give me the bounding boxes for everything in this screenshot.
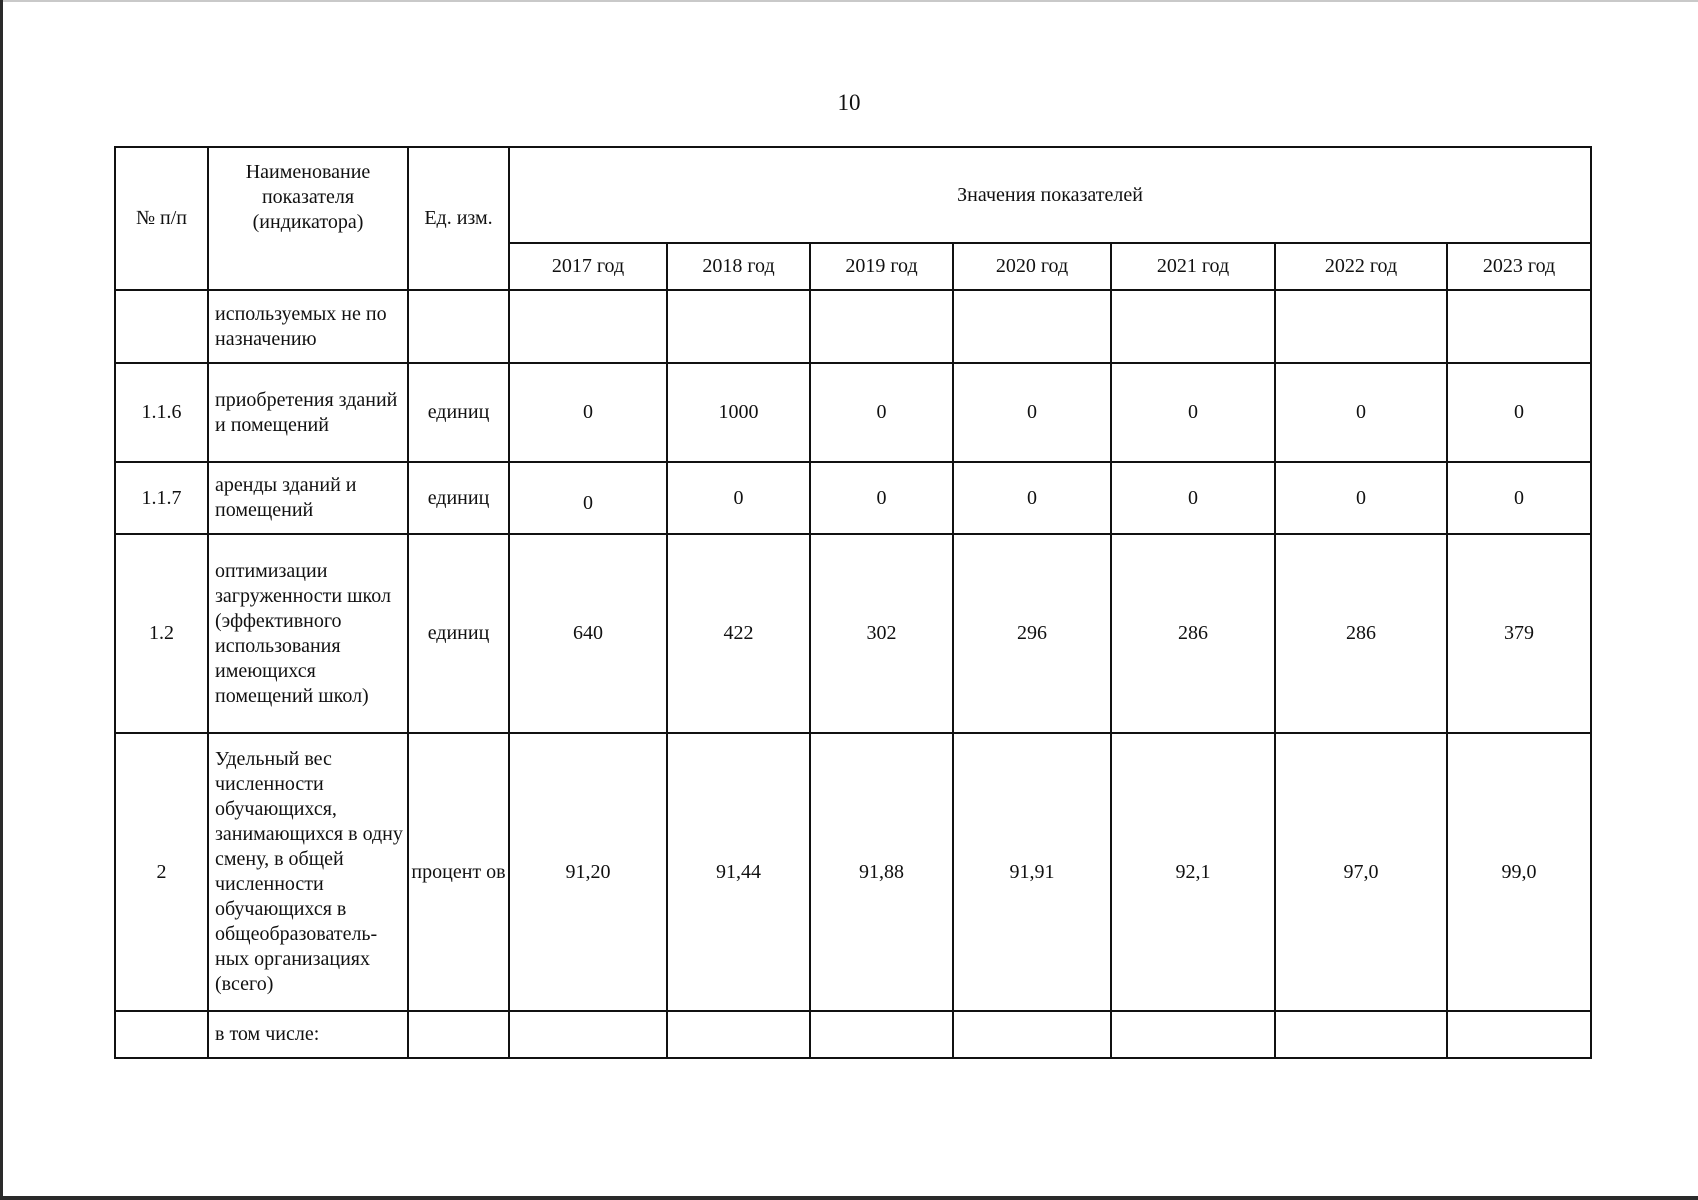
row-value-2017-text: 0	[583, 491, 593, 514]
page-number: 10	[837, 90, 861, 115]
row-name: оптимизации загруженности школ (эффективного использования имеющихся помещений школ)	[208, 534, 408, 733]
indicators-table	[114, 146, 1592, 1059]
row-value-2018: 1000	[667, 363, 810, 462]
row-name: в том числе:	[208, 1011, 408, 1058]
row-value-2017	[509, 462, 667, 534]
row-value-2022: 97,0	[1275, 733, 1447, 1011]
row-value-2020: 0	[953, 462, 1111, 534]
header-name: Наименование показателя (индикатора)	[208, 147, 408, 290]
row-value-2022: 0	[1275, 462, 1447, 534]
row-unit: единиц	[408, 534, 509, 733]
row-num: 1.1.7	[115, 462, 208, 534]
row-value-2023: 0	[1447, 363, 1591, 462]
row-value-2019: 302	[810, 534, 953, 733]
row-name: приобретения зданий и помещений	[208, 363, 408, 462]
row-value-2018: 0	[667, 462, 810, 534]
header-year-2019: 2019 год	[810, 243, 953, 290]
header-year-2018: 2018 год	[667, 243, 810, 290]
row-num: 1.2	[115, 534, 208, 733]
row-unit	[408, 290, 509, 363]
row-name: используемых не по назначению	[208, 290, 408, 363]
row-value-2018	[667, 1011, 810, 1058]
row-value-2022	[1275, 1011, 1447, 1058]
table-header-row	[115, 147, 1591, 243]
row-value-2019: 0	[810, 363, 953, 462]
row-value-2020: 91,91	[953, 733, 1111, 1011]
row-value-2023: 0	[1447, 462, 1591, 534]
table-row	[115, 1011, 1591, 1058]
row-value-2017: 0	[509, 363, 667, 462]
row-value-2023	[1447, 290, 1591, 363]
row-unit	[408, 1011, 509, 1058]
row-num	[115, 1011, 208, 1058]
table-row	[115, 534, 1591, 733]
row-value-2021: 0	[1111, 363, 1275, 462]
row-value-2017	[509, 290, 667, 363]
header-num: № п/п	[115, 147, 208, 290]
row-value-2017: 91,20	[509, 733, 667, 1011]
scan-edge-bottom	[0, 1196, 1698, 1200]
row-num: 1.1.6	[115, 363, 208, 462]
row-value-2023: 99,0	[1447, 733, 1591, 1011]
row-value-2021: 92,1	[1111, 733, 1275, 1011]
scan-edge-top	[0, 0, 1698, 2]
header-unit: Ед. изм.	[408, 147, 509, 290]
row-value-2020: 296	[953, 534, 1111, 733]
row-value-2023: 379	[1447, 534, 1591, 733]
row-unit: процент ов	[408, 733, 509, 1011]
row-value-2018: 91,44	[667, 733, 810, 1011]
row-value-2019: 91,88	[810, 733, 953, 1011]
table-row	[115, 733, 1591, 1011]
row-num: 2	[115, 733, 208, 1011]
row-value-2019	[810, 1011, 953, 1058]
table-row	[115, 462, 1591, 534]
row-value-2018: 422	[667, 534, 810, 733]
row-name: аренды зданий и помещений	[208, 462, 408, 534]
row-unit: единиц	[408, 363, 509, 462]
header-year-2017: 2017 год	[509, 243, 667, 290]
header-values: Значения показателей	[509, 147, 1591, 243]
table-row	[115, 290, 1591, 363]
header-year-2022: 2022 год	[1275, 243, 1447, 290]
table-row	[115, 363, 1591, 462]
row-value-2021	[1111, 290, 1275, 363]
row-value-2019: 0	[810, 462, 953, 534]
row-value-2020: 0	[953, 363, 1111, 462]
row-value-2023	[1447, 1011, 1591, 1058]
header-year-2021: 2021 год	[1111, 243, 1275, 290]
row-value-2022	[1275, 290, 1447, 363]
row-value-2020	[953, 290, 1111, 363]
row-num	[115, 290, 208, 363]
scan-edge-left	[0, 0, 3, 1200]
row-name: Удельный вес численности обучающихся, занимающихся в одну смену, в общей численности обучающихся в общеобразователь-ных организациях (всего)	[208, 733, 408, 1011]
row-value-2017: 640	[509, 534, 667, 733]
row-value-2021: 286	[1111, 534, 1275, 733]
header-year-2023: 2023 год	[1447, 243, 1591, 290]
row-value-2020	[953, 1011, 1111, 1058]
row-value-2017	[509, 1011, 667, 1058]
row-value-2019	[810, 290, 953, 363]
row-value-2021	[1111, 1011, 1275, 1058]
row-value-2021: 0	[1111, 462, 1275, 534]
row-unit: единиц	[408, 462, 509, 534]
row-value-2018	[667, 290, 810, 363]
header-year-2020: 2020 год	[953, 243, 1111, 290]
row-value-2022: 286	[1275, 534, 1447, 733]
row-value-2022: 0	[1275, 363, 1447, 462]
